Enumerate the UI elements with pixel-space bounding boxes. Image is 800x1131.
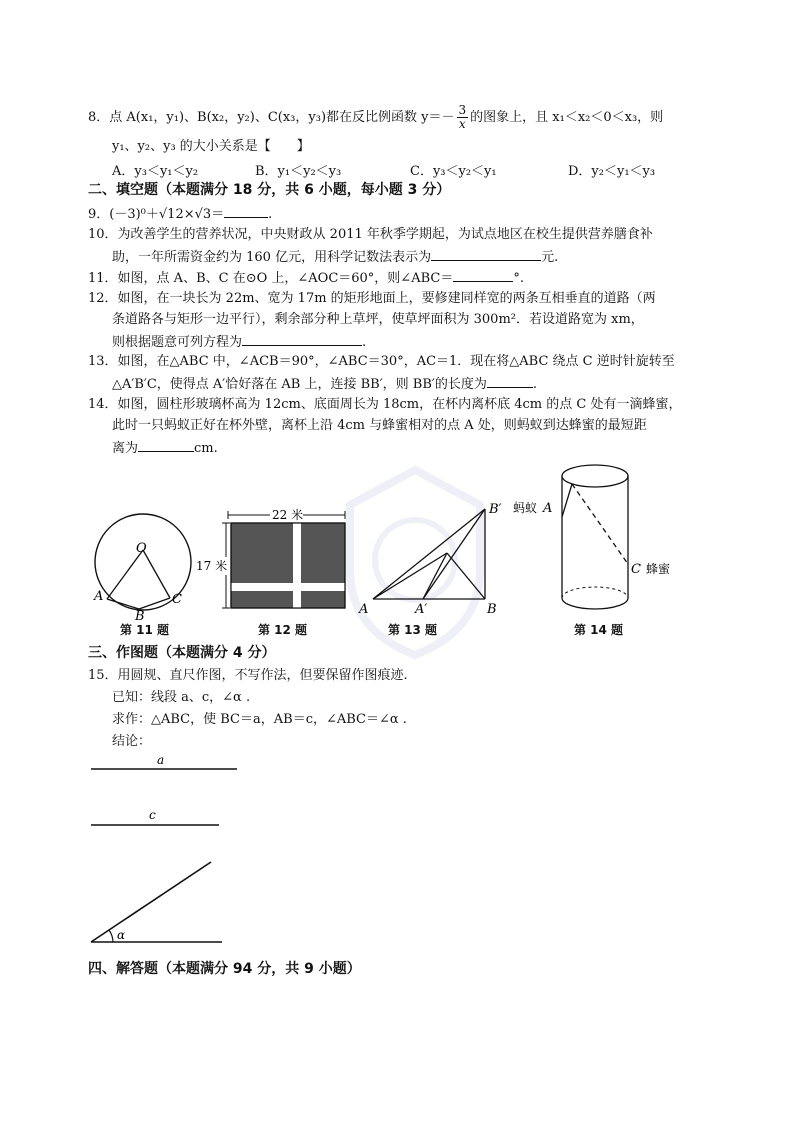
fig11-label-c: C	[172, 592, 182, 607]
q15-line4: 结论：	[112, 734, 152, 749]
q8-fraction: $\frac{3}{x}$	[458, 103, 467, 131]
fig14-label-c: C	[631, 562, 641, 577]
fig12-width-label: 22 米	[272, 508, 304, 522]
fig14-ant-label: 蚂蚁	[513, 501, 538, 515]
q8-line1: 8．点 A(x₁，y₁)、B(x₂，y₂)、C(x₃，y₃)都在反比例函数 y＝－ $\frac{3}{x}$ 的图象上，且 x₁＜x₂＜0＜x₃，则	[88, 103, 664, 131]
fig11-label-b: B	[135, 609, 145, 620]
q14-line3: 离为 cm.	[112, 438, 218, 458]
fig14-label-a: A	[543, 501, 553, 516]
q9: 9．(－3)⁰＋√12×√3＝ .	[88, 204, 272, 224]
segment-c-label: c	[149, 808, 156, 822]
fig13-label-b: B	[487, 602, 497, 617]
q12-blank	[242, 332, 362, 346]
fig13-label-b-prime: B′	[489, 502, 502, 517]
fig11-label-o: O	[136, 541, 147, 556]
fig13-label-a-prime: A′	[415, 602, 428, 617]
q10-line1: 10．为改善学生的营养状况，中央财政从 2011 年秋季学期起，为试点地区在校生提供营养膳食补	[88, 227, 653, 242]
q15-givens	[85, 752, 335, 952]
section-4-heading: 四、解答题（本题满分 94 分，共 9 小题）	[88, 961, 361, 977]
figure-11-circle	[90, 510, 200, 620]
fig11-label-a: A	[94, 589, 104, 604]
section-3-heading: 三、作图题（本题满分 4 分）	[88, 645, 276, 661]
fig13-caption: 第 13 题	[388, 623, 438, 637]
q13-line2: △A′B′C，使得点 A′恰好落在 AB 上，连接 BB′，则 BB′的长度为 .	[112, 374, 537, 394]
q12-line1: 12．如图，在一块长为 22m、宽为 17m 的矩形地面上，要修建同样宽的两条互相垂直的道路（两	[88, 291, 656, 306]
segment-a-label: a	[157, 753, 165, 767]
q8-option-d: D．y₂＜y₁＜y₃	[568, 164, 656, 179]
q11: 11．如图，点 A、B、C 在⊙O 上，∠AOC＝60°，则∠ABC＝ °.	[88, 268, 524, 288]
section-2-heading: 二、填空题（本题满分 18 分，共 6 小题，每小题 3 分）	[88, 182, 451, 198]
figure-12-field	[195, 503, 360, 618]
q14-blank	[138, 438, 194, 452]
q10-blank	[431, 247, 541, 261]
q8-option-a: A．y₃＜y₁＜y₂	[112, 164, 199, 179]
fig13-label-a: A	[359, 602, 369, 617]
fig14-caption: 第 14 题	[574, 623, 624, 637]
fig11-caption: 第 11 题	[120, 623, 170, 637]
q15-line3: 求作：△ABC，使 BC＝a，AB＝c，∠ABC＝∠α .	[112, 712, 407, 727]
figure-14-cylinder	[510, 460, 690, 620]
q14-line1: 14．如图，圆柱形玻璃杯高为 12cm、底面周长为 18cm，在杯内离杯底 4cm 的点 C 处有一滴蜂蜜，	[88, 397, 682, 412]
q8-line2: y₁、y₂、y₃ 的大小关系是【 】	[112, 139, 310, 154]
q15-line2: 已知：线段 a、c，∠α .	[112, 690, 251, 705]
q10-line2: 助，一年所需资金约为 160 亿元，用科学记数法表示为 元.	[112, 247, 558, 267]
q15-line1: 15．用圆规、直尺作图，不写作法，但要保留作图痕迹.	[88, 668, 408, 683]
fig12-caption: 第 12 题	[258, 623, 308, 637]
q14-line2: 此时一只蚂蚁正好在杯外壁，离杯上沿 4cm 与蜂蜜相对的点 A 处，则蚂蚁到达蜂蜜的最短距	[112, 418, 647, 433]
q11-blank	[453, 268, 513, 282]
fig12-height-label: 17 米	[196, 559, 228, 573]
q12-line3: 则根据题意可列方程为 .	[112, 332, 366, 352]
q12-line2: 条道路各与矩形一边平行），剩余部分种上草坪，使草坪面积为 300m²．若设道路宽为 xm，	[112, 312, 644, 327]
q13-line1: 13．如图，在△ABC 中，∠ACB＝90°，∠ABC＝30°，AC＝1．现在将△ABC 绕点 C 逆时针旋转至	[88, 354, 675, 369]
q8-option-b: B．y₁＜y₂＜y₃	[255, 164, 342, 179]
figure-13-triangle	[355, 497, 510, 619]
angle-alpha-label: α	[117, 928, 126, 942]
q9-blank	[224, 204, 268, 218]
fig14-honey-label: 蜂蜜	[646, 562, 671, 576]
q13-blank	[487, 374, 533, 388]
q8-option-c: C．y₃＜y₂＜y₁	[410, 164, 497, 179]
